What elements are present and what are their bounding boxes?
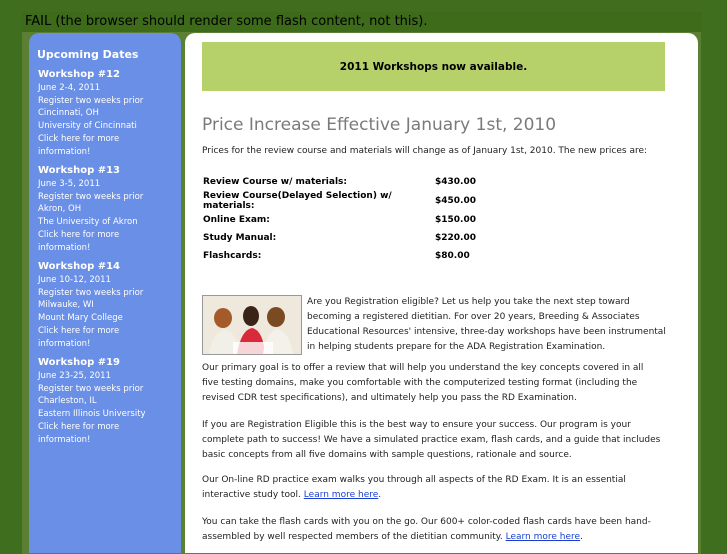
table-row bbox=[203, 191, 476, 211]
workshop-venue: Mount Mary College bbox=[38, 313, 123, 324]
price-item-value: $150.00 bbox=[435, 215, 476, 225]
sidebar-heading: Upcoming Dates bbox=[37, 48, 139, 61]
online-exam-paragraph: Our On-line RD practice exam walks you through all aspects of the RD Exam. It is an essential interactive study tool. Learn more here. bbox=[202, 475, 626, 500]
goal-paragraph: Our primary goal is to offer a review that will help you understand the key concepts covered in all five testing domains, make you comfortable with the computerized testing format (including the revised CDR test specifications), and ultimately help you pass the RD Examination. bbox=[202, 363, 644, 403]
fail-text: FAIL (the browser should render some flash content, not this). bbox=[25, 14, 428, 29]
price-item-value: $430.00 bbox=[435, 177, 476, 187]
workshop-item[interactable] bbox=[38, 68, 178, 158]
workshop-more-link[interactable]: Click here for more bbox=[38, 229, 120, 240]
flashcards-text: You can take the flash cards with you on the go. Our 600+ color-coded flash cards have been hand-assembled by well respected members of the dietitian community. bbox=[202, 517, 651, 542]
eligibility-paragraph: Are you Registration eligible? Let us help you take the next step toward becoming a registered dietitian. For over 20 years, Breeding & Associates Educational Resources' intensive, three-day workshops have been instrumental in helping students prepare for the ADA Registration Examination. bbox=[307, 297, 666, 352]
learn-more-flashcards-link[interactable]: Learn more here bbox=[505, 532, 581, 542]
workshop-register: Register two weeks prior bbox=[38, 287, 144, 298]
workshop-register: Register two weeks prior bbox=[38, 191, 144, 202]
workshop-venue: University of Cincinnati bbox=[38, 121, 137, 132]
price-item-name: Online Exam: bbox=[203, 215, 270, 225]
workshop-more-link[interactable]: Click here for more bbox=[38, 325, 120, 336]
workshop-date: June 23-25, 2011 bbox=[38, 371, 111, 381]
workshop-title[interactable]: Workshop #19 bbox=[38, 357, 121, 368]
workshop-title[interactable]: Workshop #14 bbox=[38, 261, 121, 272]
price-item-name: Review Course(Delayed Selection) w/ materials: bbox=[203, 191, 392, 211]
workshop-more-link-cont[interactable]: information! bbox=[38, 146, 91, 157]
workshop-more-link[interactable]: Click here for more bbox=[38, 133, 120, 144]
workshop-city: Charleston, IL bbox=[38, 396, 97, 407]
price-item-value: $80.00 bbox=[435, 251, 470, 261]
workshop-item[interactable] bbox=[38, 260, 178, 350]
workshop-register: Register two weeks prior bbox=[38, 383, 144, 394]
workshop-register: Register two weeks prior bbox=[38, 95, 144, 106]
workshop-date: June 10-12, 2011 bbox=[38, 275, 111, 285]
workshop-city: Akron, OH bbox=[38, 204, 82, 215]
table-row bbox=[203, 229, 476, 247]
workshop-date: June 3-5, 2011 bbox=[38, 179, 101, 189]
price-table bbox=[203, 173, 476, 265]
students-photo bbox=[202, 295, 302, 355]
table-row bbox=[203, 211, 476, 229]
flashcards-paragraph: You can take the flash cards with you on the go. Our 600+ color-coded flash cards have been hand-assembled by well respected members of the dietitian community. Learn more here. bbox=[202, 517, 651, 542]
price-item-name: Review Course w/ materials: bbox=[203, 177, 347, 187]
program-paragraph: If you are Registration Eligible this is the best way to ensure your success. Our program is your complete path to success! We have a simulated practice exam, flash cards, and a guide that includes basic concepts from all five domains with sample questions, rationale and source. bbox=[202, 420, 661, 460]
page-title: Price Increase Effective January 1st, 2010 bbox=[202, 115, 557, 135]
price-item-name: Flashcards: bbox=[203, 251, 262, 261]
sidebar-upcoming-dates bbox=[29, 33, 181, 553]
workshop-item[interactable] bbox=[38, 356, 178, 446]
table-row bbox=[203, 173, 476, 191]
workshop-title[interactable]: Workshop #13 bbox=[38, 165, 121, 176]
price-item-value: $220.00 bbox=[435, 233, 476, 243]
workshops-banner[interactable] bbox=[202, 42, 665, 91]
workshop-city: Cincinnati, OH bbox=[38, 108, 99, 119]
online-exam-text: Our On-line RD practice exam walks you through all aspects of the RD Exam. It is an essential interactive study tool. bbox=[202, 475, 626, 500]
banner-text[interactable]: 2011 Workshops now available. bbox=[339, 60, 528, 73]
workshop-more-link-cont[interactable]: information! bbox=[38, 242, 91, 253]
workshop-item[interactable] bbox=[38, 164, 178, 254]
price-item-name: Study Manual: bbox=[203, 233, 277, 243]
workshop-more-link-cont[interactable]: information! bbox=[38, 338, 91, 349]
workshop-city: Milwauke, WI bbox=[38, 300, 94, 311]
price-item-value: $450.00 bbox=[435, 196, 476, 206]
workshop-more-link-cont[interactable]: information! bbox=[38, 434, 91, 445]
flash-fallback-message bbox=[22, 12, 702, 32]
workshop-date: June 2-4, 2011 bbox=[38, 83, 101, 93]
price-intro: Prices for the review course and materials will change as of January 1st, 2010. The new prices are: bbox=[202, 146, 648, 156]
workshop-venue: The University of Akron bbox=[38, 217, 138, 228]
workshop-venue: Eastern Illinois University bbox=[38, 409, 146, 420]
workshop-more-link[interactable]: Click here for more bbox=[38, 421, 120, 432]
workshop-title[interactable]: Workshop #12 bbox=[38, 69, 121, 80]
main-content bbox=[185, 33, 698, 553]
table-row bbox=[203, 247, 476, 265]
learn-more-exam-link[interactable]: Learn more here bbox=[303, 490, 379, 500]
